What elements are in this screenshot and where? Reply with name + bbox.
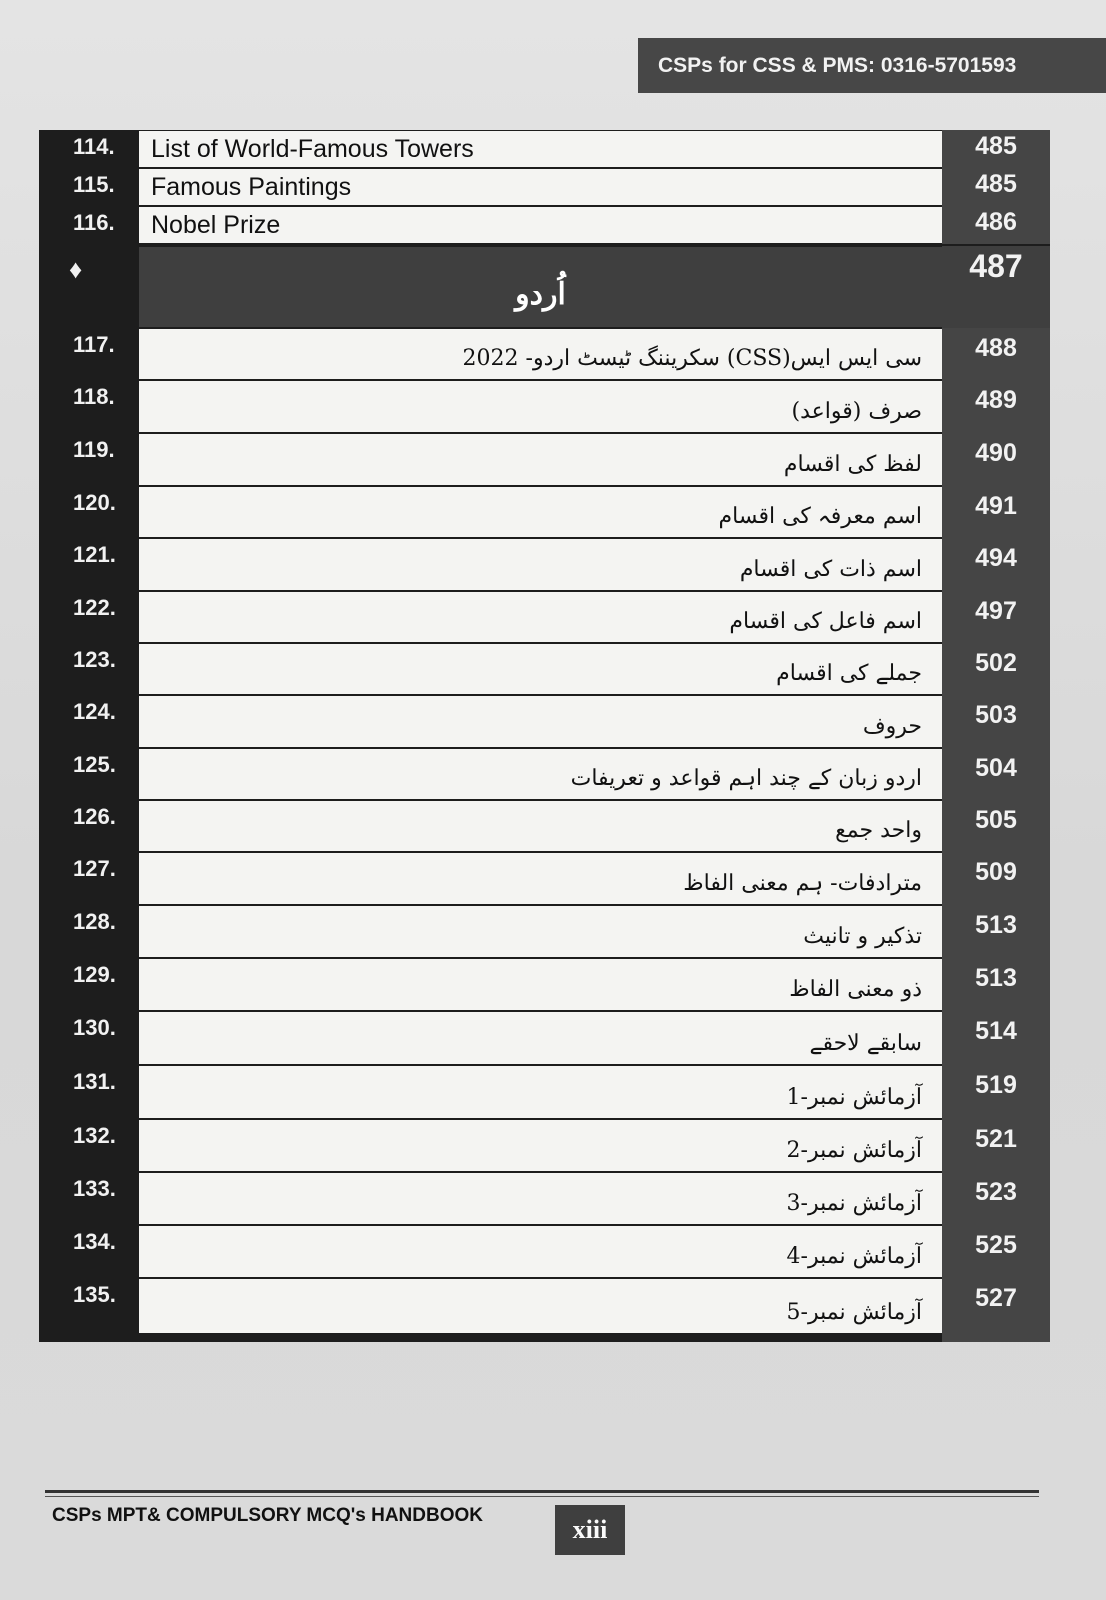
entry-page: 513 [942, 958, 1050, 1011]
entry-page: 521 [942, 1119, 1050, 1172]
entry-page: 525 [942, 1225, 1050, 1278]
entry-title-text: اردو زبان کے چند اہم قواعد و تعریفات [570, 766, 922, 791]
entry-title-text: آزمائش نمبر-1 [786, 1085, 922, 1110]
toc-row [39, 380, 1050, 433]
entry-title [139, 959, 942, 1010]
table-of-contents [39, 130, 1050, 1342]
entry-page: 519 [942, 1065, 1050, 1119]
entry-page: 490 [942, 433, 1050, 486]
entry-number: 130. [73, 1015, 116, 1040]
entry-page: 527 [942, 1278, 1050, 1342]
entry-page: 505 [942, 800, 1050, 852]
toc-row [39, 1172, 1050, 1225]
footer-rule-thin [45, 1496, 1039, 1497]
entry-number: 118. [73, 384, 115, 409]
entry-title [139, 906, 942, 957]
toc-row [39, 328, 1050, 380]
entry-title-text: آزمائش نمبر-2 [786, 1138, 922, 1163]
entry-title-text: آزمائش نمبر-4 [786, 1244, 922, 1269]
section-row-urdu [39, 246, 1050, 328]
entry-title-text: سی ایس ایس(CSS) سکریننگ ٹیسٹ اردو- 2022 [462, 346, 922, 371]
entry-page: 488 [942, 328, 1050, 380]
entry-number: 127. [73, 856, 116, 881]
toc-row [39, 695, 1050, 748]
entry-title-text: واحد جمع [835, 818, 922, 843]
toc-row [39, 130, 1050, 168]
entry-page: 513 [942, 905, 1050, 958]
section-title: اُردو [139, 247, 942, 327]
toc-row [39, 486, 1050, 538]
entry-number: 126. [73, 804, 116, 829]
entry-title [139, 487, 942, 537]
entry-title-text: سابقے لاحقے [809, 1031, 922, 1056]
toc-row [39, 1225, 1050, 1278]
entry-page: 485 [942, 168, 1050, 206]
entry-page: 491 [942, 486, 1050, 538]
toc-row [39, 800, 1050, 852]
toc-row [39, 1065, 1050, 1119]
entry-title [139, 539, 942, 590]
entry-page: 502 [942, 643, 1050, 695]
entry-title [139, 1279, 942, 1333]
toc-row [39, 748, 1050, 800]
toc-row [39, 206, 1050, 244]
entry-number: 135. [73, 1282, 116, 1307]
entry-page: 503 [942, 695, 1050, 748]
entry-page: 494 [942, 538, 1050, 591]
toc-row [39, 905, 1050, 958]
entry-number: 124. [73, 699, 116, 724]
entry-title-text: اسم فاعل کی اقسام [729, 609, 922, 634]
entry-title [139, 644, 942, 694]
entry-page: 504 [942, 748, 1050, 800]
entry-number: 123. [73, 647, 116, 672]
book-title: CSPs MPT& COMPULSORY MCQ's HANDBOOK [52, 1505, 483, 1526]
entry-title-text: تذکیر و تانیث [803, 924, 922, 949]
entry-title-text: حروف [862, 714, 922, 739]
entry-title: Nobel Prize [139, 207, 942, 243]
entry-page: 497 [942, 591, 1050, 643]
section-page: 487 [942, 246, 1050, 328]
entry-title-text: مترادفات- ہم معنی الفاظ [683, 871, 922, 896]
entry-number: 116. [73, 210, 115, 235]
entry-number: 128. [73, 909, 116, 934]
entry-title-text: ذو معنی الفاظ [789, 977, 922, 1002]
page-number: xiii [555, 1505, 625, 1555]
entry-title-text: آزمائش نمبر-3 [786, 1191, 922, 1216]
entry-number: 117. [73, 332, 115, 357]
entry-number: 131. [73, 1069, 116, 1094]
entry-number: 133. [73, 1176, 116, 1201]
entry-page: 523 [942, 1172, 1050, 1225]
entry-title [139, 329, 942, 379]
entry-title-text: لفظ کی اقسام [783, 452, 922, 477]
toc-row [39, 643, 1050, 695]
entry-title [139, 696, 942, 747]
entry-title-text: جملے کی اقسام [776, 661, 922, 686]
entry-page: 514 [942, 1011, 1050, 1065]
toc-row [39, 433, 1050, 486]
toc-row [39, 1278, 1050, 1342]
toc-row [39, 591, 1050, 643]
toc-row [39, 852, 1050, 905]
entry-title [139, 1012, 942, 1064]
entry-number: 120. [73, 490, 116, 515]
toc-row [39, 538, 1050, 591]
entry-title [139, 381, 942, 432]
entry-page: 509 [942, 852, 1050, 905]
entry-title-text: آزمائش نمبر-5 [786, 1300, 922, 1325]
entry-number: 115. [73, 172, 115, 197]
entry-number: 114. [73, 134, 115, 159]
entry-number: 125. [73, 752, 116, 777]
entry-title-text: صرف (قواعد) [791, 399, 922, 424]
entry-title-text: اسم ذات کی اقسام [739, 557, 922, 582]
entry-page: 489 [942, 380, 1050, 433]
entry-number: 122. [73, 595, 116, 620]
entry-number: 129. [73, 962, 116, 987]
entry-title-text: اسم معرفہ کی اقسام [718, 504, 922, 529]
toc-row [39, 958, 1050, 1011]
entry-title [139, 1120, 942, 1171]
section-marker: ♦ [69, 254, 83, 284]
entry-title [139, 853, 942, 904]
toc-row [39, 168, 1050, 206]
entry-title: Famous Paintings [139, 169, 942, 205]
toc-row [39, 1119, 1050, 1172]
entry-number: 119. [73, 437, 115, 462]
header-banner: CSPs for CSS & PMS: 0316-5701593 [638, 38, 1106, 93]
entry-title [139, 592, 942, 642]
entry-title [139, 1066, 942, 1118]
entry-page: 485 [942, 130, 1050, 168]
footer-rule [45, 1490, 1039, 1493]
entry-number: 134. [73, 1229, 116, 1254]
entry-title [139, 749, 942, 799]
entry-title: List of World-Famous Towers [139, 131, 942, 167]
entry-number: 132. [73, 1123, 116, 1148]
entry-title [139, 1226, 942, 1277]
entry-title [139, 434, 942, 485]
entry-title [139, 801, 942, 851]
entry-page: 486 [942, 206, 1050, 244]
toc-row [39, 1011, 1050, 1065]
entry-number: 121. [73, 542, 116, 567]
entry-title [139, 1173, 942, 1224]
